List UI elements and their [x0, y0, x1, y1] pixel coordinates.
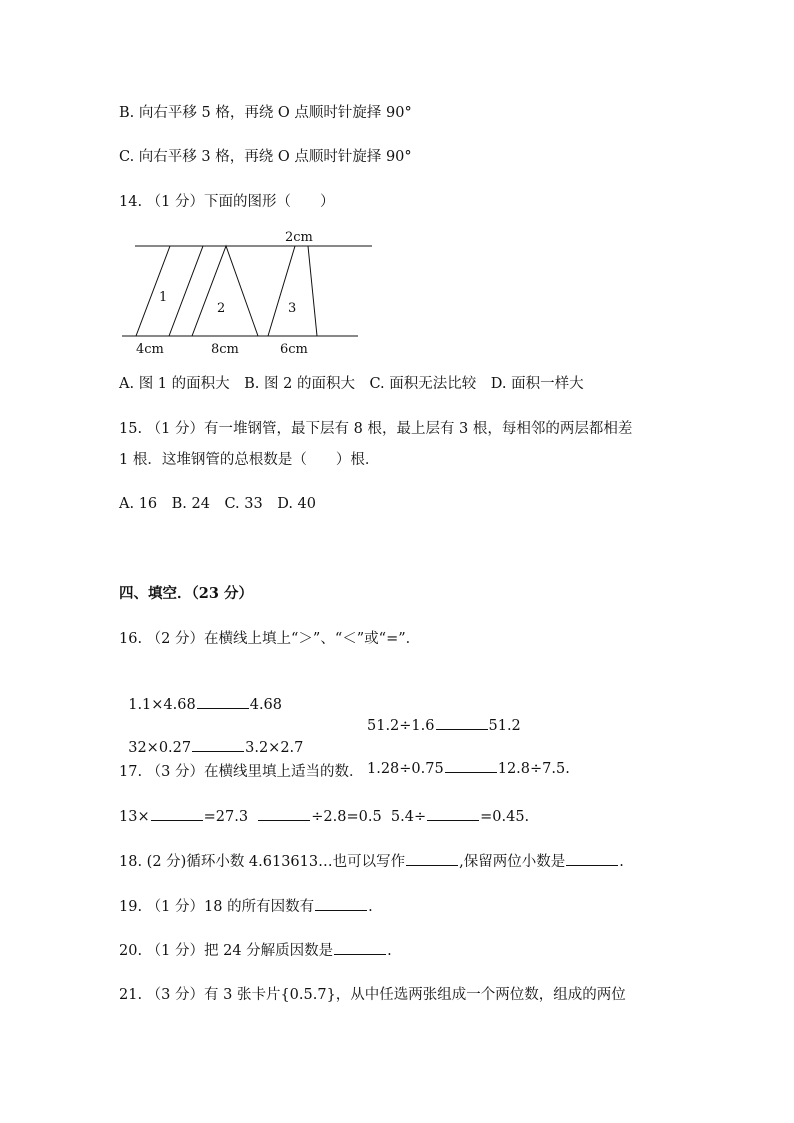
q19: [119, 896, 373, 917]
q16-r1-left-b: 4.68: [249, 697, 283, 713]
q20: [119, 940, 392, 961]
q19-text-b: .: [368, 899, 373, 915]
q14-figure: [110, 226, 390, 360]
q20-text-a: 20. （1 分）把 24 分解质因数是: [119, 943, 334, 959]
q17-p3-a: 5.4÷: [390, 809, 427, 825]
q13-option-c: C. 向右平移 3 格，再绕 O 点顺时针旋择 90°: [119, 149, 412, 165]
bottom-label-2: 8cm: [211, 342, 239, 357]
q14-options: A. 图 1 的面积大 B. 图 2 的面积大 C. 面积无法比较 D. 面积一样大: [119, 376, 584, 392]
q17-row: [119, 806, 529, 827]
q16-stem: 16. （2 分）在横线上填上“＞”、“＜”或“=”．: [119, 631, 421, 647]
q16-r1-right-b: 51.2: [488, 718, 521, 734]
shape-2-triangle: [192, 246, 258, 336]
q16-r2-right-a: 1.28÷0.75: [367, 761, 444, 777]
q15-options: A. 16 B. 24 C. 33 D. 40: [119, 496, 316, 512]
q19-blank[interactable]: [315, 896, 367, 911]
q16-r2-left-a: 32×0.27: [128, 740, 192, 756]
q17-p1-b: =27.3: [203, 809, 249, 825]
q18: [119, 851, 624, 872]
q14-stem: 14. （1 分）下面的图形（ ）: [119, 194, 335, 210]
q17-p2-b: ÷2.8=0.5: [311, 809, 382, 825]
q17-p1-a: 13×: [119, 809, 150, 825]
top-label: 2cm: [285, 230, 313, 245]
q19-text-a: 19. （1 分）18 的所有因数有: [119, 899, 315, 915]
q15-stem-line1: 15. （1 分）有一堆钢管，最下层有 8 根，最上层有 3 根，每相邻的两层都相差: [119, 421, 633, 437]
shape-label-3: 3: [288, 301, 297, 316]
shape-3-trapezoid: [268, 246, 317, 336]
bottom-label-1: 4cm: [136, 342, 164, 357]
q20-text-b: .: [387, 943, 392, 959]
q18-blank-2[interactable]: [566, 851, 618, 866]
shape-label-2: 2: [217, 301, 226, 316]
q17-stem: 17. （3 分）在横线里填上适当的数．: [119, 764, 364, 780]
q17-p3-b: =0.45.: [480, 809, 530, 825]
q16-r2-right-blank[interactable]: [445, 758, 497, 773]
q16-r2-left-b: 3.2×2.7: [245, 740, 304, 756]
q18-text-b: ,保留两位小数是: [459, 854, 566, 870]
q18-blank-1[interactable]: [406, 851, 458, 866]
q18-text-a: 18. (2 分)循环小数 4.613613…也可以写作: [119, 854, 406, 870]
q16-r2-right-b: 12.8÷7.5.: [497, 761, 570, 777]
q16-r1-left-blank[interactable]: [197, 694, 249, 709]
q18-text-c: .: [619, 854, 624, 870]
q17-blank-2[interactable]: [258, 806, 310, 821]
q16-r1-left-a: 1.1×4.68: [128, 697, 196, 713]
q17-blank-1[interactable]: [151, 806, 203, 821]
q16-r2-left-blank[interactable]: [192, 737, 244, 752]
q21: 21. （3 分）有 3 张卡片{0.5.7}，从中任选两张组成一个两位数，组成的两位: [119, 987, 626, 1003]
q17-blank-3[interactable]: [427, 806, 479, 821]
q15-stem-line2: 1 根．这堆钢管的总根数是（ ）根．: [119, 452, 380, 468]
q16-r1-right-a: 51.2÷1.6: [367, 718, 435, 734]
section-title: 四、填空．（23 分）: [119, 585, 253, 602]
q13-option-b: B. 向右平移 5 格，再绕 O 点顺时针旋择 90°: [119, 105, 412, 121]
q20-blank[interactable]: [334, 940, 386, 955]
shape-1-parallelogram: [136, 246, 203, 336]
bottom-label-3: 6cm: [280, 342, 308, 357]
shape-label-1: 1: [159, 290, 168, 305]
